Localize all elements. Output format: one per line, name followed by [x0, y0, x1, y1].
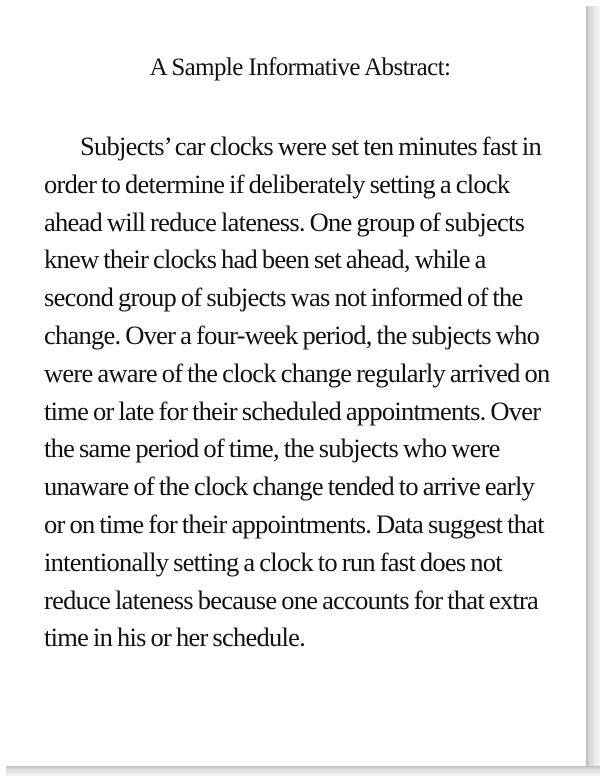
paragraph-line: reduce lateness because one accounts for that extra — [44, 584, 539, 615]
paragraph-line: or on time for their appointments. Data suggest that — [44, 508, 544, 539]
paragraph-line: Subjects’ car clocks were set ten minutes fast in — [80, 131, 542, 161]
abstract-paragraph — [44, 128, 550, 657]
paragraph-line: intentionally setting a clock to run fast does not — [44, 546, 502, 577]
page-shadow-bottom — [6, 766, 600, 776]
paragraph-line: time or late for their scheduled appointments. Over — [44, 395, 541, 426]
paragraph-line: ahead will reduce lateness. One group of subjects — [44, 206, 525, 237]
abstract-title: A Sample Informative Abstract: — [149, 54, 451, 81]
paragraph-line: were aware of the clock change regularly arrived on — [44, 357, 550, 388]
paragraph-line: time in his or her schedule. — [44, 622, 306, 653]
paragraph-line: knew their clocks had been set ahead, while a — [44, 244, 486, 275]
paragraph-line: order to determine if deliberately setting a clock — [44, 168, 510, 199]
paragraph-line: change. Over a four-week period, the subjects who — [44, 319, 540, 350]
page-shadow-right — [586, 6, 600, 776]
paragraph-line: unaware of the clock change tended to arrive early — [44, 471, 535, 502]
paragraph-line: the same period of time, the subjects who were — [44, 433, 500, 464]
paragraph-line: second group of subjects was not informed of the — [44, 282, 523, 313]
